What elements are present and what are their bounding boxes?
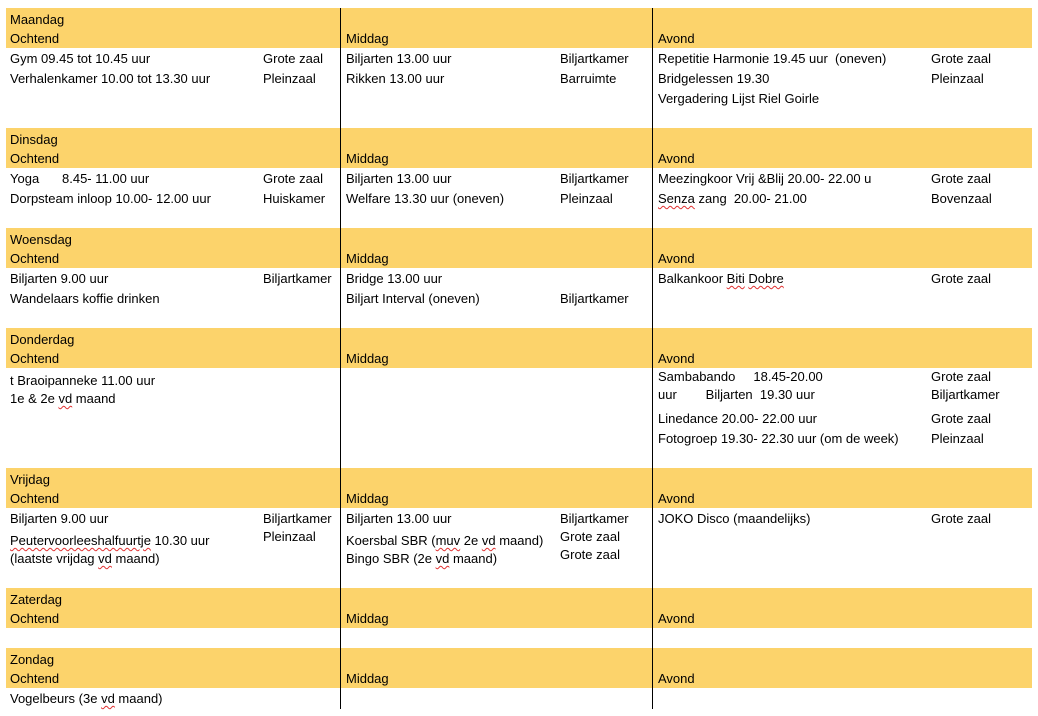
header-evening: Avond [658, 491, 695, 506]
column-divider-left [340, 8, 341, 709]
activity [10, 390, 116, 408]
activity: Wandelaars koffie drinken [10, 291, 160, 306]
activity-time: 8.45- 11.00 uur [62, 171, 150, 186]
room: Pleinzaal [931, 431, 984, 446]
thursday-header-band [6, 328, 1032, 368]
activity-word: muv [435, 533, 461, 548]
room: Grote zaal [931, 171, 991, 186]
activity: Meezingkoor Vrij &Blij 20.00- 22.00 u [658, 171, 872, 186]
room: Biljartkamer [931, 387, 1000, 402]
day-label-wednesday: Woensdag [10, 232, 72, 247]
activity: Fotogroep 19.30- 22.30 uur (om de week) [658, 431, 899, 446]
activity-word: vd [435, 551, 450, 566]
header-morning: Ochtend [10, 351, 60, 366]
friday-header-band [6, 468, 1032, 508]
day-label-sunday: Zondag [10, 652, 55, 667]
saturday-header-band [6, 588, 1032, 628]
activity-word: vd [481, 533, 496, 548]
activity-rest: maand) [114, 691, 163, 706]
activity [346, 532, 543, 550]
header-afternoon: Middag [346, 611, 389, 626]
activity-rest: maand) [495, 533, 544, 548]
activity [658, 190, 807, 208]
activity-rest: maand) [111, 551, 160, 566]
room: Barruimte [560, 71, 617, 86]
activity: Bridge 13.00 uur [346, 271, 443, 286]
header-evening: Avond [658, 31, 695, 46]
activity [10, 550, 160, 568]
activity-rest: 10.30 uur [150, 533, 210, 548]
activity: JOKO Disco (maandelijks) [658, 511, 811, 526]
activity-rest: zang 20.00- 21.00 [694, 191, 807, 206]
room: Grote zaal [931, 51, 991, 66]
sunday-header-band [6, 648, 1032, 688]
monday-header-band [6, 8, 1032, 48]
activity: Biljarten 13.00 uur [346, 171, 452, 186]
activity: Dorpsteam inloop 10.00- 12.00 uur [10, 191, 211, 206]
header-afternoon: Middag [346, 351, 389, 366]
room: Grote zaal [263, 51, 323, 66]
activity-prefix: Balkankoor [658, 271, 727, 286]
activity-word: Senza [658, 191, 695, 206]
day-label-saturday: Zaterdag [10, 592, 63, 607]
activity [10, 532, 209, 550]
room: Biljartkamer [560, 511, 629, 526]
header-morning: Ochtend [10, 151, 60, 166]
header-afternoon: Middag [346, 151, 389, 166]
header-morning: Ochtend [10, 251, 60, 266]
header-evening: Avond [658, 671, 695, 686]
header-morning: Ochtend [10, 611, 60, 626]
activity: Bridgelessen 19.30 [658, 71, 770, 86]
header-evening: Avond [658, 251, 695, 266]
activity-mid: 2e [460, 533, 482, 548]
room: Grote zaal [560, 547, 620, 562]
activity-rest: maand) [449, 551, 498, 566]
room: Grote zaal [560, 529, 620, 544]
activity-prefix: Bingo SBR (2e [346, 551, 436, 566]
activity [658, 270, 784, 288]
header-afternoon: Middag [346, 251, 389, 266]
header-morning: Ochtend [10, 671, 60, 686]
room: Biljartkamer [560, 51, 629, 66]
activity-word: vd [58, 391, 73, 406]
activity: Verhalenkamer 10.00 tot 13.30 uur [10, 71, 211, 86]
activity: Rikken 13.00 uur [346, 71, 445, 86]
header-afternoon: Middag [346, 491, 389, 506]
header-evening: Avond [658, 151, 695, 166]
activity: t Braoipanneke 11.00 uur [10, 373, 156, 388]
room: Biljartkamer [263, 271, 332, 286]
day-label-tuesday: Dinsdag [10, 132, 58, 147]
room: Pleinzaal [560, 191, 613, 206]
activity: Biljarten 13.00 uur [346, 511, 452, 526]
day-label-monday: Maandag [10, 12, 65, 27]
room: Pleinzaal [263, 71, 316, 86]
activity: Yoga [10, 171, 40, 186]
activity: Repetitie Harmonie 19.45 uur (oneven) [658, 51, 887, 66]
activity-rest: maand [72, 391, 116, 406]
activity: Gym 09.45 tot 10.45 uur [10, 51, 151, 66]
activity-prefix: Vogelbeurs (3e [10, 691, 102, 706]
activity [10, 690, 163, 708]
room: Grote zaal [931, 511, 991, 526]
room: Grote zaal [931, 271, 991, 286]
room: Biljartkamer [560, 171, 629, 186]
activity [346, 550, 497, 568]
header-evening: Avond [658, 351, 695, 366]
wednesday-header-band [6, 228, 1032, 268]
activity-word: Biti [726, 271, 745, 286]
header-morning: Ochtend [10, 491, 60, 506]
room: Huiskamer [263, 191, 326, 206]
activity: Biljarten 9.00 uur [10, 271, 109, 286]
activity: Biljarten 13.00 uur [346, 51, 452, 66]
activity-word: vd [98, 551, 112, 566]
activity: Biljart Interval (oneven) [346, 291, 480, 306]
room: Pleinzaal [263, 529, 316, 544]
header-morning: Ochtend [10, 31, 60, 46]
room: Pleinzaal [931, 71, 984, 86]
activity: Linedance 20.00- 22.00 uur [658, 411, 818, 426]
activity: Biljarten 9.00 uur [10, 511, 109, 526]
room: Grote zaal [263, 171, 323, 186]
header-afternoon: Middag [346, 31, 389, 46]
room: Biljartkamer [560, 291, 629, 306]
room: Bovenzaal [931, 191, 992, 206]
column-divider-right [652, 8, 653, 709]
activity-prefix: (laatste vrijdag [10, 551, 99, 566]
day-label-thursday: Donderdag [10, 332, 75, 347]
tuesday-header-band [6, 128, 1032, 168]
activity-word: vd [101, 691, 115, 706]
activity-word: Dobre [748, 271, 784, 286]
room: Grote zaal [931, 411, 991, 426]
room: Biljartkamer [263, 511, 332, 526]
activity-word: Peutervoorleeshalfuurtje [10, 533, 151, 548]
activity: uur Biljarten 19.30 uur [658, 387, 815, 402]
activity-prefix: 1e & 2e [10, 391, 59, 406]
activity: Sambabando 18.45-20.00 [658, 369, 823, 384]
header-evening: Avond [658, 611, 695, 626]
room: Grote zaal [931, 369, 991, 384]
activity: Vergadering Lijst Riel Goirle [658, 91, 820, 106]
header-afternoon: Middag [346, 671, 389, 686]
day-label-friday: Vrijdag [10, 472, 50, 487]
activity: Welfare 13.30 uur (oneven) [346, 191, 505, 206]
activity-prefix: Koersbal SBR ( [346, 533, 436, 548]
